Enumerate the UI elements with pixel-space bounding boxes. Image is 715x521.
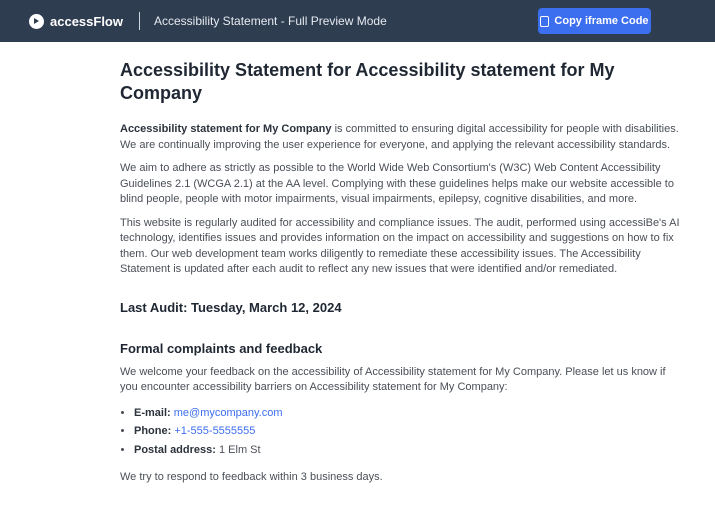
guidelines-paragraph: We aim to adhere as strictly as possible to the World Wide Web Consortium's (W3C) Web Content Accessibility Guidelines 2.1 (WCGA 2.1) at the AA level. Complying with these guidelines helps make our website accessible to blind people, people with motor impairments, visual impairments, epilepsy, cognitive disabilities, and more. — [120, 162, 674, 205]
intro-paragraph — [120, 122, 680, 153]
last-audit: Last Audit: Tuesday, March 12, 2024 — [120, 299, 342, 315]
address-label: Postal address: — [134, 443, 216, 456]
statement-content — [120, 59, 680, 486]
company-name: Accessibility statement for My Company — [120, 123, 332, 135]
feedback-paragraph: We welcome your feedback on the accessibility of Accessibility statement for My Company. Please let us know if you encounter accessibility barriers on Accessibility statement for My Company: — [120, 365, 666, 393]
address-value: 1 Elm St — [218, 443, 261, 456]
response-time: We try to respond to feedback within 3 business days. — [120, 471, 383, 483]
email-label: E-mail: — [134, 406, 171, 419]
phone-label: Phone: — [134, 425, 172, 437]
copy-icon — [540, 16, 549, 27]
brand-name: accessFlow — [50, 13, 123, 29]
contact-address — [134, 443, 680, 459]
intro-text: is committed to ensuring digital accessibility for people with disabilities. We are continually improving the user experience for everyone, and applying the relevant accessibility standards. — [120, 123, 679, 151]
divider — [139, 12, 140, 30]
audit-paragraph: This website is regularly audited for accessibility and compliance issues. The audit, performed using accessiBe's AI technology, identifies issues and provides information on the impact on accessibility and suggestions on how to fix them. Our web development team works diligently to remediate these accessibility issues. The Accessibility Statement is updated after each audit to reflect any new issues that were identified and/or remediated. — [120, 216, 680, 275]
phone-link[interactable]: +1-555-5555555 — [174, 425, 256, 437]
contact-list — [120, 406, 680, 459]
email-link[interactable]: me@mycompany.com — [173, 406, 283, 419]
contact-email — [134, 406, 680, 422]
top-bar — [0, 0, 715, 42]
accessflow-logo-icon — [29, 14, 44, 29]
copy-button-label: Copy iframe Code — [554, 15, 649, 27]
brand-logo — [29, 14, 123, 29]
header-title: Accessibility Statement - Full Preview Mode — [154, 14, 387, 28]
feedback-heading: Formal complaints and feedback — [120, 341, 323, 356]
copy-iframe-code-button[interactable] — [538, 8, 651, 34]
page-title: Accessibility Statement for Accessibility statement for My Company — [120, 60, 615, 103]
contact-phone — [134, 424, 680, 440]
